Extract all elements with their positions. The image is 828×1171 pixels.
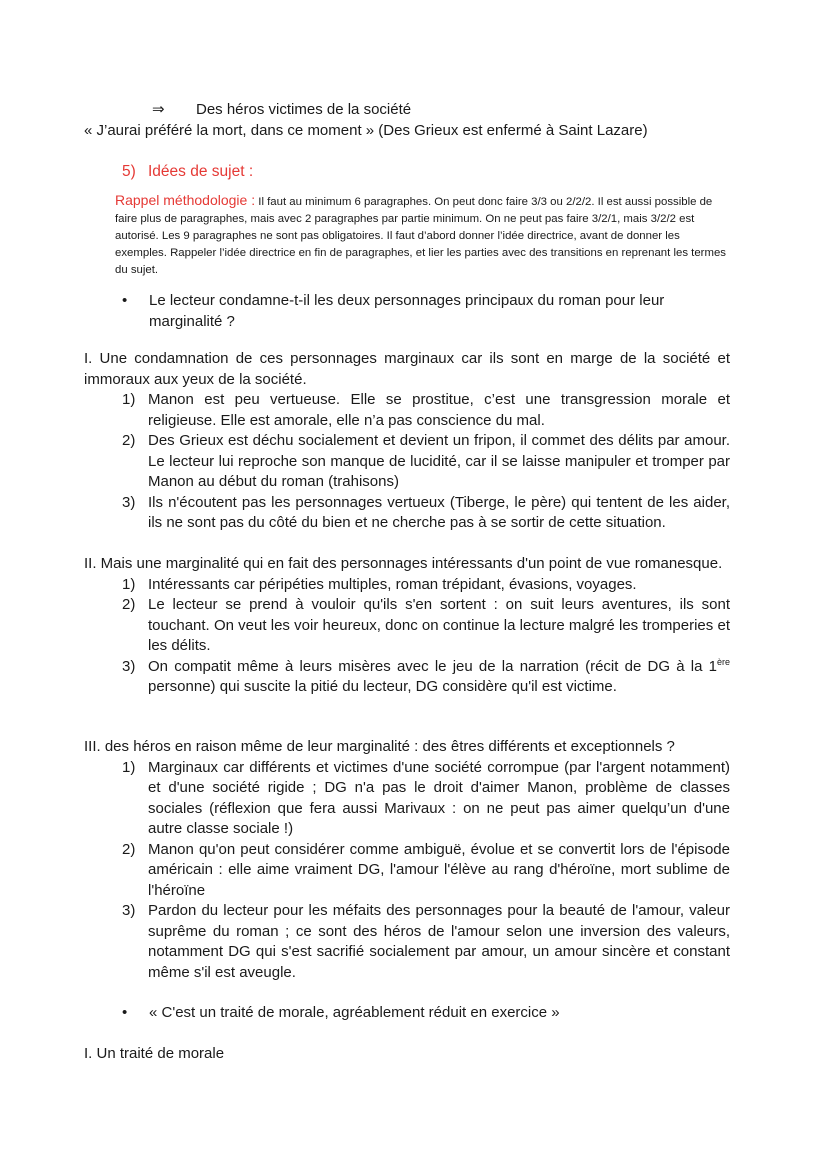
- part-3: [84, 737, 730, 983]
- list-item: 2) Des Grieux est déchu socialement et devient un fripon, il commet des délits par amour. Le lecteur lui reproche son manque de lucidité, car il se laisse manipuler et tromper par Manon au début du roman (trahisons): [122, 432, 730, 490]
- part-1-list: [84, 390, 730, 534]
- section-title: Idées de sujet :: [148, 163, 254, 180]
- list-item: 1) Marginaux car différents et victimes d'une société corrompue (par l'argent notamment) et d'une société rigide ; DG n'a pas le droit d'aimer Manon, problème de classes sociales (réflexion que fera aussi Marivaux : on ne peut pas aimer quelqu’un d'une autre classe sociale !): [122, 758, 730, 837]
- methodology-text: Il faut au minimum 6 paragraphes. On peut donc faire 3/3 ou 2/2/2. Il est aussi possible de faire plus de paragraphes, mais avec 2 paragraphes par partie minimum. On ne peut pas faire 3/2/1, mais 3/2/2 est autorisé. Les 9 paragraphes ne sont pas obligatoires. Il faut d’abord donner l’idée directrice, avant de donner les exemples. Rappeler l’idée directrice en fin de paragraphes, et lier les parties avec des transitions en reprenant les termes du sujet.: [115, 196, 726, 276]
- list-item: 3) Ils n'écoutent pas les personnages vertueux (Tiberge, le père) qui tentent de les aider, ils ne sont pas du côté du bien et ne cherche pas à se sortir de cette situation.: [122, 493, 730, 531]
- list-item: 3) On compatit même à leurs misères avec le jeu de la narration (récit de DG à la 1ère personne) qui suscite la pitié du lecteur, DG considère qu'il est victime.: [122, 656, 730, 695]
- list-item: 3) Pardon du lecteur pour les méfaits des personnages pour la beauté de l'amour, valeur suprême du roman ; ce sont des héros de l'amour selon une inversion des valeurs, notamment DG qui s'est sacrifié socialement par amour, un amour sincère et constant même s'il est aveugle.: [122, 902, 730, 981]
- subject-question-text: Le lecteur condamne-t-il les deux personnages principaux du roman pour leur marginalité ?: [149, 292, 665, 330]
- superscript: ère: [716, 656, 730, 667]
- bullet-icon: •: [122, 292, 128, 309]
- intro-subtitle-line: [152, 100, 411, 120]
- part-2-list: [84, 575, 730, 698]
- subject-question-1: [122, 290, 722, 332]
- part-1: [84, 349, 730, 534]
- list-item: 2) Le lecteur se prend à vouloir qu'ils s'en sortent : on suit leurs aventures, ils sont touchant. On veut les voir heureux, donc on continue la lecture malgré les tromperies et les délits.: [122, 596, 730, 654]
- subject-quote-text: « C'est un traité de morale, agréablement réduit en exercice »: [149, 1004, 560, 1021]
- methodology-label: Rappel méthodologie :: [115, 192, 256, 208]
- final-heading: I. Un traité de morale: [84, 1045, 225, 1062]
- part-2-heading: II. Mais une marginalité qui en fait des personnages intéressants d'un point de vue romanesque.: [84, 555, 723, 572]
- part-3-list: [84, 758, 730, 984]
- subject-question-2: [122, 1003, 560, 1023]
- intro-quote: « J’aurai préféré la mort, dans ce moment » (Des Grieux est enfermé à Saint Lazare): [84, 122, 648, 139]
- list-item: 2) Manon qu'on peut considérer comme ambiguë, évolue et se convertit lors de l'épisode américain : elle aime vraiment DG, l'amour l'élève au rang d'héroïne, mort sublime de l'héroïne: [122, 840, 730, 899]
- section-heading: [122, 162, 253, 182]
- list-item: 1) Manon est peu vertueuse. Elle se prostitue, c’est une transgression morale et religieuse. Elle est amorale, elle n’a pas conscience du mal.: [122, 391, 730, 429]
- list-item: 1) Intéressants car péripéties multiples, roman trépidant, évasions, voyages.: [122, 575, 637, 593]
- intro-subtitle: Des héros victimes de la société: [196, 101, 412, 118]
- part-2: [84, 554, 730, 698]
- methodology-note: [115, 192, 727, 279]
- bullet-icon: •: [122, 1004, 128, 1021]
- part-1-heading: I. Une condamnation de ces personnages marginaux car ils sont en marge de la société et immoraux aux yeux de la société.: [84, 350, 730, 388]
- part-3-heading: III. des héros en raison même de leur marginalité : des êtres différents et exceptionnels ?: [84, 738, 675, 755]
- implies-arrow-icon: ⇒: [152, 101, 165, 118]
- section-number: 5): [122, 163, 136, 180]
